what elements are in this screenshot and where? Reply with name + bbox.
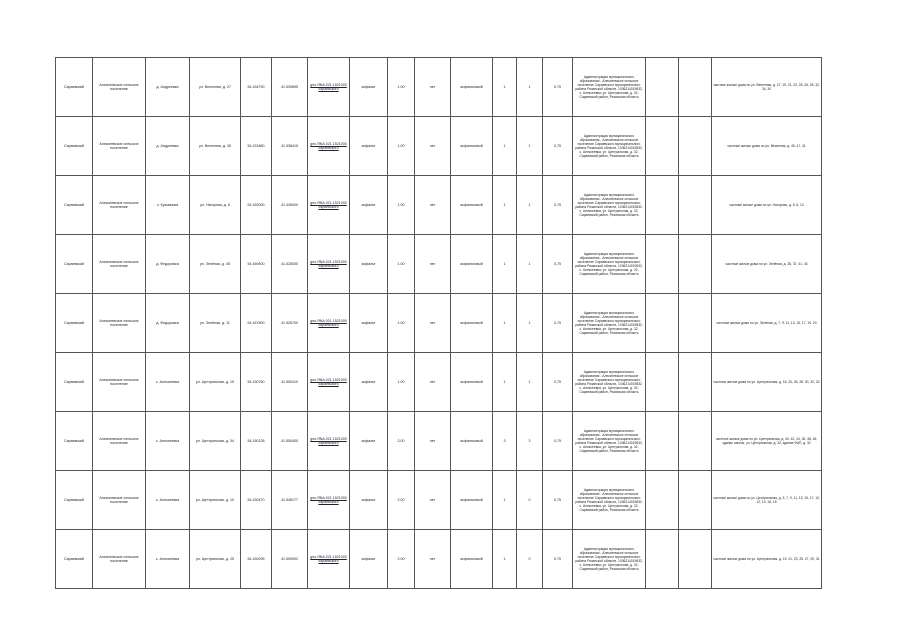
district-cell: Сараевский bbox=[56, 235, 93, 294]
waste-sources-cell: частные жилые дома по ул. Весенняя, д. 27, 19, 21, 23, 25, 26, 28, 32, 34, 30 bbox=[712, 58, 822, 117]
longitude-cell: 41.550410 bbox=[272, 353, 308, 412]
waste-sources-cell: частные жилые дома по ул. Весенняя, д. 45, 47, 41 bbox=[712, 117, 822, 176]
settlement-cell: Алексеевское сельское поселение bbox=[93, 58, 146, 117]
container-volume-cell: 0,75 bbox=[543, 530, 573, 589]
owner-cell: Администрация муниципального образования - Алексеевское сельское поселение Сараевского муниципального района Рязанской области, 1036214019832, с. Алексеевка, ул. Центральная, д. 32, Сараевский район, Рязанская область bbox=[573, 353, 646, 412]
address-cell: ул. Весенняя, д. 27 bbox=[190, 58, 241, 117]
container-count-cell: 1 bbox=[493, 58, 517, 117]
empty-cell bbox=[679, 58, 712, 117]
empty-cell bbox=[679, 471, 712, 530]
area-cell: 1.00 bbox=[388, 176, 415, 235]
surface-cell: асфальт bbox=[350, 471, 388, 530]
settlement-cell: Алексеевское сельское поселение bbox=[93, 412, 146, 471]
longitude-cell: 41.528000 bbox=[272, 235, 308, 294]
empty-cell bbox=[646, 176, 679, 235]
surface-cell: асфальт bbox=[350, 235, 388, 294]
address-cell: ул. Центральная, д. 34 bbox=[190, 412, 241, 471]
address-cell: ул. Центральная, д. 25 bbox=[190, 530, 241, 589]
waste-sources-cell: частные жилые дома по ул. Зелёная, д. 35, 37, 41, 43 bbox=[712, 235, 822, 294]
surface-cell: асфальт bbox=[350, 117, 388, 176]
waste-sources-cell: частные жилые дома по ул. Зелёная, д. 7, 9, 11, 13, 15, 17, 19, 20 bbox=[712, 294, 822, 353]
area-cell: 1.00 bbox=[388, 353, 415, 412]
container-count-planned-cell: 1 bbox=[517, 235, 543, 294]
container-count-planned-cell: 1 bbox=[517, 58, 543, 117]
registry-link[interactable]: geo.ЯNA.021.1521000 сараевского bbox=[308, 353, 350, 412]
base-cell: асфальтовый bbox=[451, 412, 493, 471]
container-volume-cell: 0,75 bbox=[543, 294, 573, 353]
address-cell: ул. Весенняя, д. 45 bbox=[190, 117, 241, 176]
surface-cell: асфальт bbox=[350, 294, 388, 353]
owner-cell: Администрация муниципального образования - Алексеевское сельское поселение Сараевского муниципального района Рязанской области, 1036214019832, с. Алексеевка, ул. Центральная, д. 32, Сараевский район, Рязанская область bbox=[573, 176, 646, 235]
empty-cell bbox=[679, 530, 712, 589]
empty-cell bbox=[679, 176, 712, 235]
settlement-cell: Алексеевское сельское поселение bbox=[93, 235, 146, 294]
base-cell: асфальтовый bbox=[451, 294, 493, 353]
roof-cell: нет bbox=[415, 58, 451, 117]
district-cell: Сараевский bbox=[56, 58, 93, 117]
container-count-planned-cell: 0 bbox=[517, 471, 543, 530]
base-cell: асфальтовый bbox=[451, 235, 493, 294]
table-row bbox=[56, 235, 822, 294]
registry-link[interactable]: geo.ЯNA.021.1521000 сараевского bbox=[308, 58, 350, 117]
area-cell: 1.00 bbox=[388, 235, 415, 294]
longitude-cell: 41.526700 bbox=[272, 294, 308, 353]
roof-cell: нет bbox=[415, 353, 451, 412]
table-row bbox=[56, 294, 822, 353]
container-count-cell: 1 bbox=[493, 294, 517, 353]
locality-cell: д. Андреевка bbox=[146, 117, 190, 176]
address-cell: ул. Нагорная, д. 5 bbox=[190, 176, 241, 235]
table-row bbox=[56, 58, 822, 117]
district-cell: Сараевский bbox=[56, 176, 93, 235]
empty-cell bbox=[646, 58, 679, 117]
registry-link[interactable]: geo.ЯNA.021.1521000 сараевского bbox=[308, 235, 350, 294]
district-cell: Сараевский bbox=[56, 412, 93, 471]
roof-cell: нет bbox=[415, 471, 451, 530]
latitude-cell: 54.150760 bbox=[241, 353, 272, 412]
owner-cell: Администрация муниципального образования - Алексеевское сельское поселение Сараевского муниципального района Рязанской области, 1036214019832, с. Алексеевка, ул. Центральная, д. 32, Сараевский район, Рязанская область bbox=[573, 294, 646, 353]
registry-link[interactable]: geo.ЯNA.021.1521000 сараевского bbox=[308, 530, 350, 589]
container-count-cell: 1 bbox=[493, 471, 517, 530]
base-cell: асфальтовый bbox=[451, 353, 493, 412]
owner-cell: Администрация муниципального образования - Алексеевское сельское поселение Сараевского муниципального района Рязанской области, 1036214019832, с. Алексеевка, ул. Центральная, д. 32, Сараевский район, Рязанская область bbox=[573, 471, 646, 530]
empty-cell bbox=[679, 412, 712, 471]
container-volume-cell: 0,75 bbox=[543, 117, 573, 176]
waste-sources-cell: частные жилые дома по ул. Центральная, д. 15, 20, 26, 28, 30, 32, 33 bbox=[712, 353, 822, 412]
locality-cell: д. Андреевка bbox=[146, 58, 190, 117]
locality-cell: с. Алексеевка bbox=[146, 412, 190, 471]
surface-cell: асфальт bbox=[350, 530, 388, 589]
roof-cell: нет bbox=[415, 235, 451, 294]
registry-link[interactable]: geo.ЯNA.021.1521000 сараевского bbox=[308, 412, 350, 471]
latitude-cell: 54.162000 bbox=[241, 176, 272, 235]
empty-cell bbox=[646, 353, 679, 412]
owner-cell: Администрация муниципального образования - Алексеевское сельское поселение Сараевского муниципального района Рязанской области, 1036214019832, с. Алексеевка, ул. Центральная, д. 32, Сараевский район, Рязанская область bbox=[573, 58, 646, 117]
empty-cell bbox=[646, 117, 679, 176]
empty-cell bbox=[679, 117, 712, 176]
base-cell: асфальтовый bbox=[451, 530, 493, 589]
container-count-planned-cell: 0 bbox=[517, 530, 543, 589]
container-count-planned-cell: 1 bbox=[517, 176, 543, 235]
table-row bbox=[56, 176, 822, 235]
locality-cell: с. Кузьминка bbox=[146, 176, 190, 235]
owner-cell: Администрация муниципального образования - Алексеевское сельское поселение Сараевского муниципального района Рязанской области, 1036214019832, с. Алексеевка, ул. Центральная, д. 32, Сараевский район, Рязанская область bbox=[573, 117, 646, 176]
longitude-cell: 41.550400 bbox=[272, 412, 308, 471]
roof-cell: нет bbox=[415, 176, 451, 235]
container-count-cell: 1 bbox=[493, 117, 517, 176]
container-volume-cell: 0,75 bbox=[543, 353, 573, 412]
empty-cell bbox=[646, 235, 679, 294]
district-cell: Сараевский bbox=[56, 530, 93, 589]
area-cell: 2.00 bbox=[388, 471, 415, 530]
owner-cell: Администрация муниципального образования - Алексеевское сельское поселение Сараевского муниципального района Рязанской области, 1036214019832, с. Алексеевка, ул. Центральная, д. 32, Сараевский район, Рязанская область bbox=[573, 235, 646, 294]
waste-sources-cell: частные жилые дома по ул. Нагорная, д. 5, 6, 12 bbox=[712, 176, 822, 235]
locality-cell: с. Алексеевка bbox=[146, 353, 190, 412]
longitude-cell: 41.428400 bbox=[272, 176, 308, 235]
longitude-cell: 41.550902 bbox=[272, 530, 308, 589]
area-cell: 1.00 bbox=[388, 294, 415, 353]
container-volume-cell: 0,75 bbox=[543, 58, 573, 117]
base-cell: асфальтовый bbox=[451, 176, 493, 235]
surface-cell: асфальт bbox=[350, 412, 388, 471]
empty-cell bbox=[646, 530, 679, 589]
container-count-cell: 3 bbox=[493, 412, 517, 471]
latitude-cell: 54.167800 bbox=[241, 294, 272, 353]
container-count-planned-cell: 3 bbox=[517, 412, 543, 471]
settlement-cell: Алексеевское сельское поселение bbox=[93, 353, 146, 412]
area-cell: 1.00 bbox=[388, 117, 415, 176]
table-row bbox=[56, 412, 822, 471]
longitude-cell: 41.539695 bbox=[272, 58, 308, 117]
empty-cell bbox=[679, 294, 712, 353]
area-cell: 3.00 bbox=[388, 412, 415, 471]
settlement-cell: Алексеевское сельское поселение bbox=[93, 117, 146, 176]
district-cell: Сараевский bbox=[56, 294, 93, 353]
district-cell: Сараевский bbox=[56, 471, 93, 530]
district-cell: Сараевский bbox=[56, 117, 93, 176]
container-volume-cell: 0,75 bbox=[543, 235, 573, 294]
locality-cell: с. Алексеевка bbox=[146, 471, 190, 530]
address-cell: ул. Зелёная, д. 11 bbox=[190, 294, 241, 353]
registry-link[interactable]: geo.ЯNA.021.1521000 сараевского bbox=[308, 176, 350, 235]
empty-cell bbox=[646, 412, 679, 471]
roof-cell: нет bbox=[415, 294, 451, 353]
container-count-planned-cell: 1 bbox=[517, 294, 543, 353]
container-count-cell: 1 bbox=[493, 235, 517, 294]
container-count-cell: 1 bbox=[493, 530, 517, 589]
container-count-cell: 1 bbox=[493, 353, 517, 412]
longitude-cell: 41.538415 bbox=[272, 117, 308, 176]
registry-link[interactable]: geo.ЯNA.021.1521000 сараевского bbox=[308, 294, 350, 353]
address-cell: ул. Центральная, д. 10 bbox=[190, 471, 241, 530]
container-volume-cell: 0,75 bbox=[543, 471, 573, 530]
container-volume-cell: 0,75 bbox=[543, 412, 573, 471]
settlement-cell: Алексеевское сельское поселение bbox=[93, 176, 146, 235]
surface-cell: асфальт bbox=[350, 353, 388, 412]
roof-cell: нет bbox=[415, 117, 451, 176]
table-row bbox=[56, 530, 822, 589]
container-count-planned-cell: 1 bbox=[517, 117, 543, 176]
owner-cell: Администрация муниципального образования - Алексеевское сельское поселение Сараевского муниципального района Рязанской области, 1036214019832, с. Алексеевка, ул. Центральная, д. 32, Сараевский район, Рязанская область bbox=[573, 530, 646, 589]
roof-cell: нет bbox=[415, 530, 451, 589]
waste-sources-cell: частные жилые дома по ул. Центральная, д. 19, 21, 23, 25, 27, 29, 31 bbox=[712, 530, 822, 589]
latitude-cell: 54.151860 bbox=[241, 117, 272, 176]
latitude-cell: 54.169400 bbox=[241, 235, 272, 294]
container-volume-cell: 0,75 bbox=[543, 176, 573, 235]
empty-cell bbox=[679, 353, 712, 412]
locality-cell: с. Алексеевка bbox=[146, 530, 190, 589]
empty-cell bbox=[679, 235, 712, 294]
container-count-cell: 1 bbox=[493, 176, 517, 235]
settlement-cell: Алексеевское сельское поселение bbox=[93, 530, 146, 589]
base-cell: асфальтовый bbox=[451, 117, 493, 176]
empty-cell bbox=[646, 471, 679, 530]
surface-cell: асфальт bbox=[350, 176, 388, 235]
latitude-cell: 54.150470 bbox=[241, 471, 272, 530]
container-count-planned-cell: 1 bbox=[517, 353, 543, 412]
address-cell: ул. Зелёная, д. 45 bbox=[190, 235, 241, 294]
owner-cell: Администрация муниципального образования - Алексеевское сельское поселение Сараевского муниципального района Рязанской области, 1036214019832, с. Алексеевка, ул. Центральная, д. 32, Сараевский район, Рязанская область bbox=[573, 412, 646, 471]
base-cell: асфальтовый bbox=[451, 58, 493, 117]
longitude-cell: 41.548177 bbox=[272, 471, 308, 530]
area-cell: 2.00 bbox=[388, 530, 415, 589]
latitude-cell: 54.150295 bbox=[241, 530, 272, 589]
district-cell: Сараевский bbox=[56, 353, 93, 412]
table-row bbox=[56, 353, 822, 412]
table-row bbox=[56, 471, 822, 530]
waste-sources-cell: частные жилые дома по ул. Центральная, д. 40, 42, 44, 36, 38, 46, здание школы, ул. Центральная, д. 32, здание ФАП, д. 32 bbox=[712, 412, 822, 471]
base-cell: асфальтовый bbox=[451, 471, 493, 530]
table-row bbox=[56, 117, 822, 176]
registry-link[interactable]: geo.ЯNA.021.1521000 сараевского bbox=[308, 471, 350, 530]
area-cell: 1.00 bbox=[388, 58, 415, 117]
locality-cell: д. Федоровка bbox=[146, 294, 190, 353]
locality-cell: д. Федоровка bbox=[146, 235, 190, 294]
surface-cell: асфальт bbox=[350, 58, 388, 117]
latitude-cell: 54.154790 bbox=[241, 58, 272, 117]
settlement-cell: Алексеевское сельское поселение bbox=[93, 471, 146, 530]
waste-sources-cell: частные жилые дома по ул. Центральная, д. 3, 7, 9, 11, 13, 15, 17, 10, 12, 14, 16, 18 bbox=[712, 471, 822, 530]
registry-link[interactable]: geo.ЯNA.021.1521000 сараевского bbox=[308, 117, 350, 176]
settlement-cell: Алексеевское сельское поселение bbox=[93, 294, 146, 353]
empty-cell bbox=[646, 294, 679, 353]
address-cell: ул. Центральная, д. 15 bbox=[190, 353, 241, 412]
table-body bbox=[56, 58, 822, 589]
roof-cell: нет bbox=[415, 412, 451, 471]
container-sites-table bbox=[55, 57, 822, 589]
latitude-cell: 54.150128 bbox=[241, 412, 272, 471]
